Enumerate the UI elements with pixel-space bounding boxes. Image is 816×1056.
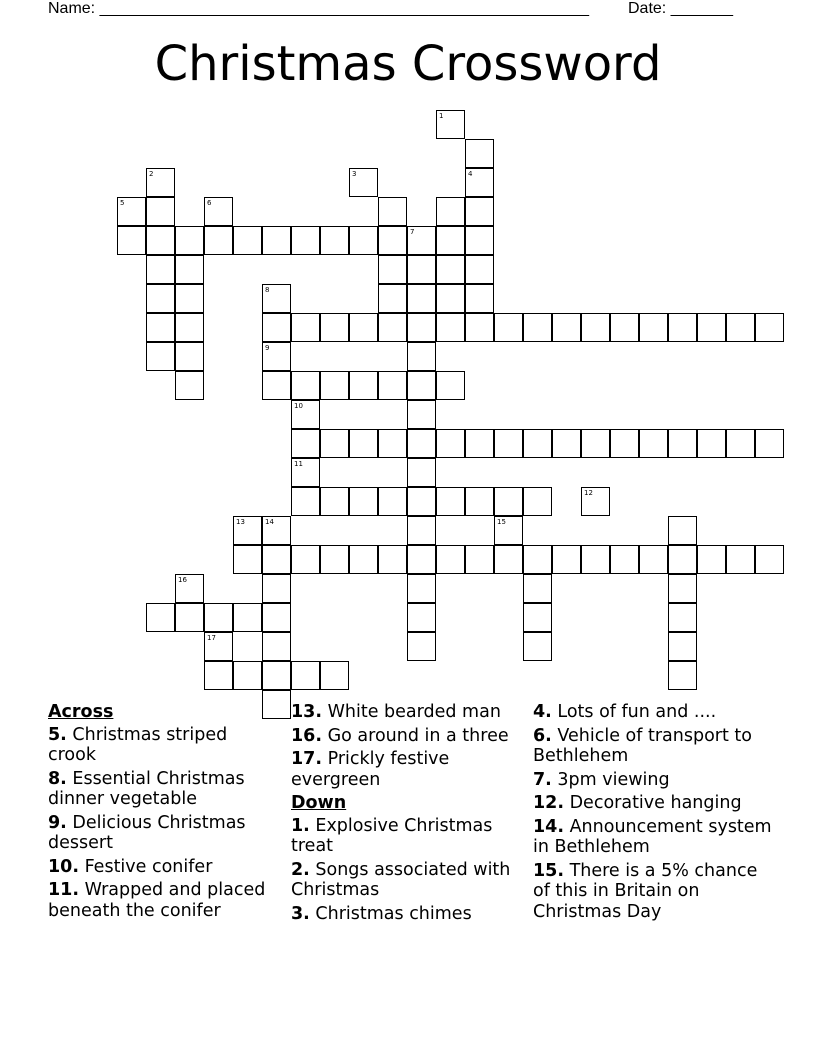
clue-text: Essential Christmas dinner vegetable (48, 768, 245, 809)
grid-cell[interactable] (146, 255, 175, 284)
grid-cell[interactable] (697, 429, 726, 458)
grid-cell[interactable] (552, 545, 581, 574)
clue-text: White bearded man (322, 702, 501, 722)
grid-cell[interactable] (349, 429, 378, 458)
clue-across-5 (48, 725, 276, 766)
clue-text: Festive conifer (79, 856, 213, 877)
grid-cell[interactable] (233, 603, 262, 632)
clue-text: Vehicle of transport to Bethlehem (533, 725, 752, 766)
clue-number-label: 11 (294, 460, 303, 468)
grid-cell[interactable] (204, 632, 233, 661)
grid-cell[interactable] (320, 545, 349, 574)
grid-cell[interactable] (233, 516, 262, 545)
grid-cell[interactable] (146, 603, 175, 632)
down-heading: Down (291, 793, 347, 813)
grid-cell[interactable] (639, 429, 668, 458)
clue-text: Explosive Christmas treat (291, 815, 493, 856)
clue-down-7 (533, 770, 773, 791)
grid-cell[interactable] (726, 313, 755, 342)
clue-text: Wrapped and placed beneath the conifer (48, 880, 266, 921)
grid-cell[interactable] (436, 545, 465, 574)
grid-cell[interactable] (117, 226, 146, 255)
grid-cell[interactable] (494, 487, 523, 516)
grid-cell[interactable] (407, 400, 436, 429)
clue-number-label: 12 (584, 489, 593, 497)
grid-cell[interactable] (349, 371, 378, 400)
grid-cell[interactable] (610, 313, 639, 342)
grid-cell[interactable] (668, 545, 697, 574)
grid-cell[interactable] (581, 429, 610, 458)
clue-number-label: 3 (352, 170, 357, 178)
grid-cell[interactable] (465, 139, 494, 168)
grid-cell[interactable] (146, 284, 175, 313)
grid-cell[interactable] (378, 545, 407, 574)
grid-cell[interactable] (407, 371, 436, 400)
grid-cell[interactable] (349, 545, 378, 574)
name-field-label[interactable]: Name: _______________________________________________________ (48, 0, 589, 17)
grid-cell[interactable] (465, 197, 494, 226)
clues-column-2 (291, 702, 527, 927)
clue-number-label: 4 (468, 170, 473, 178)
grid-cell[interactable] (668, 632, 697, 661)
grid-cell[interactable] (494, 545, 523, 574)
clue-number: 8. (48, 768, 67, 789)
grid-cell[interactable] (436, 255, 465, 284)
clue-text: Lots of fun and .... (551, 702, 717, 722)
grid-cell[interactable] (465, 487, 494, 516)
clue-number: 7. (533, 769, 552, 790)
clue-number: 3. (291, 903, 310, 924)
grid-cell[interactable] (755, 545, 784, 574)
grid-cell[interactable] (175, 313, 204, 342)
grid-cell[interactable] (378, 226, 407, 255)
clue-number: 9. (48, 812, 67, 833)
grid-cell[interactable] (233, 226, 262, 255)
clue-number: 10. (48, 856, 80, 877)
grid-cell[interactable] (320, 313, 349, 342)
grid-cell[interactable] (349, 313, 378, 342)
clue-number-label: 1 (439, 112, 444, 120)
grid-cell[interactable] (755, 429, 784, 458)
clues-section (48, 702, 778, 962)
grid-cell[interactable] (262, 371, 291, 400)
grid-cell[interactable] (407, 255, 436, 284)
clue-down-15 (533, 861, 773, 923)
grid-cell[interactable] (407, 458, 436, 487)
clue-across-16 (291, 726, 527, 747)
clue-down-4 (533, 702, 773, 723)
grid-cell[interactable] (378, 487, 407, 516)
grid-cell[interactable] (697, 313, 726, 342)
grid-cell[interactable] (523, 632, 552, 661)
grid-cell[interactable] (407, 516, 436, 545)
grid-cell[interactable] (291, 400, 320, 429)
grid-cell[interactable] (320, 226, 349, 255)
clue-across-17 (291, 749, 527, 790)
grid-cell[interactable] (262, 516, 291, 545)
clue-number-label: 13 (236, 518, 245, 526)
grid-cell[interactable] (291, 371, 320, 400)
clue-down-12 (533, 793, 773, 814)
clue-number: 11. (48, 880, 80, 900)
grid-cell[interactable] (436, 226, 465, 255)
grid-cell[interactable] (465, 545, 494, 574)
grid-cell[interactable] (262, 574, 291, 603)
clue-text: 3pm viewing (551, 769, 670, 790)
grid-cell[interactable] (320, 487, 349, 516)
clue-number-label: 9 (265, 344, 270, 352)
grid-cell[interactable] (639, 545, 668, 574)
grid-cell[interactable] (697, 545, 726, 574)
grid-cell[interactable] (581, 487, 610, 516)
clue-across-8 (48, 769, 276, 810)
grid-cell[interactable] (407, 226, 436, 255)
grid-cell[interactable] (175, 255, 204, 284)
grid-cell[interactable] (378, 429, 407, 458)
clue-down-3 (291, 904, 527, 925)
clue-number-label: 16 (178, 576, 187, 584)
clue-across-11 (48, 880, 276, 921)
grid-cell[interactable] (146, 197, 175, 226)
grid-cell[interactable] (320, 371, 349, 400)
grid-cell[interactable] (610, 429, 639, 458)
grid-cell[interactable] (465, 226, 494, 255)
grid-cell[interactable] (146, 342, 175, 371)
clue-number-label: 6 (207, 199, 212, 207)
grid-cell[interactable] (436, 313, 465, 342)
clue-number: 15. (533, 860, 565, 881)
clue-number-label: 5 (120, 199, 125, 207)
grid-cell[interactable] (117, 197, 146, 226)
clue-text: Delicious Christmas dessert (48, 812, 246, 853)
grid-cell[interactable] (262, 226, 291, 255)
clue-number: 6. (533, 725, 552, 746)
grid-cell[interactable] (262, 603, 291, 632)
grid-cell[interactable] (262, 342, 291, 371)
grid-cell[interactable] (465, 313, 494, 342)
clue-number: 17. (291, 749, 323, 769)
grid-cell[interactable] (407, 313, 436, 342)
grid-cell[interactable] (523, 429, 552, 458)
grid-cell[interactable] (291, 313, 320, 342)
clue-text: Prickly festive evergreen (291, 749, 450, 790)
grid-cell[interactable] (436, 284, 465, 313)
grid-cell[interactable] (349, 226, 378, 255)
grid-cell[interactable] (407, 284, 436, 313)
grid-cell[interactable] (146, 168, 175, 197)
grid-cell[interactable] (349, 487, 378, 516)
grid-cell[interactable] (523, 574, 552, 603)
grid-cell[interactable] (320, 429, 349, 458)
grid-cell[interactable] (175, 574, 204, 603)
grid-cell[interactable] (407, 429, 436, 458)
grid-cell[interactable] (378, 284, 407, 313)
clue-number: 5. (48, 724, 67, 745)
clue-number-label: 8 (265, 286, 270, 294)
grid-cell[interactable] (465, 284, 494, 313)
clue-number-label: 2 (149, 170, 154, 178)
grid-cell[interactable] (494, 516, 523, 545)
grid-cell[interactable] (523, 545, 552, 574)
clue-text: Go around in a three (322, 725, 509, 746)
clue-number-label: 15 (497, 518, 506, 526)
grid-cell[interactable] (262, 545, 291, 574)
grid-cell[interactable] (262, 284, 291, 313)
grid-cell[interactable] (668, 574, 697, 603)
grid-cell[interactable] (581, 313, 610, 342)
grid-cell[interactable] (146, 226, 175, 255)
clues-column-1 (48, 702, 276, 924)
grid-cell[interactable] (407, 342, 436, 371)
grid-cell[interactable] (436, 197, 465, 226)
grid-cell[interactable] (552, 313, 581, 342)
grid-cell[interactable] (233, 661, 262, 690)
clue-number: 1. (291, 815, 310, 836)
clue-number: 16. (291, 725, 323, 746)
grid-cell[interactable] (726, 545, 755, 574)
grid-cell[interactable] (175, 226, 204, 255)
grid-cell[interactable] (349, 168, 378, 197)
clue-number: 14. (533, 816, 565, 837)
grid-cell[interactable] (175, 371, 204, 400)
grid-cell[interactable] (262, 661, 291, 690)
grid-cell[interactable] (291, 226, 320, 255)
grid-cell[interactable] (378, 197, 407, 226)
grid-cell[interactable] (233, 545, 262, 574)
grid-cell[interactable] (175, 603, 204, 632)
grid-cell[interactable] (407, 632, 436, 661)
grid-cell[interactable] (436, 487, 465, 516)
grid-cell[interactable] (668, 313, 697, 342)
grid-cell[interactable] (465, 429, 494, 458)
clues-column-3 (533, 702, 773, 925)
clue-number: 12. (533, 793, 565, 813)
grid-cell[interactable] (436, 429, 465, 458)
grid-cell[interactable] (407, 603, 436, 632)
grid-cell[interactable] (668, 429, 697, 458)
grid-cell[interactable] (639, 313, 668, 342)
grid-cell[interactable] (436, 371, 465, 400)
clue-number-label: 10 (294, 402, 303, 410)
grid-cell[interactable] (204, 197, 233, 226)
grid-cell[interactable] (726, 429, 755, 458)
grid-cell[interactable] (755, 313, 784, 342)
header (48, 0, 768, 20)
grid-cell[interactable] (262, 632, 291, 661)
date-field-label[interactable]: Date: _______ (628, 0, 733, 17)
grid-cell[interactable] (523, 603, 552, 632)
clue-down-2 (291, 860, 527, 901)
clue-text: Announcement system in Bethlehem (533, 816, 772, 857)
clue-number-label: 7 (410, 228, 415, 236)
grid-cell[interactable] (175, 284, 204, 313)
grid-cell[interactable] (291, 458, 320, 487)
clue-text: There is a 5% chance of this in Britain on Christmas Day (533, 860, 758, 922)
grid-cell[interactable] (668, 603, 697, 632)
grid-cell[interactable] (552, 429, 581, 458)
grid-cell[interactable] (378, 255, 407, 284)
clue-across-10 (48, 857, 276, 878)
grid-cell[interactable] (668, 516, 697, 545)
grid-cell[interactable] (291, 661, 320, 690)
grid-cell[interactable] (204, 226, 233, 255)
clue-number-label: 14 (265, 518, 274, 526)
clue-text: Decorative hanging (564, 793, 742, 813)
clue-down-14 (533, 817, 773, 858)
clue-text: Christmas chimes (309, 903, 472, 924)
clue-across-13 (291, 702, 527, 723)
grid-cell[interactable] (668, 661, 697, 690)
grid-cell[interactable] (378, 371, 407, 400)
clue-text: Songs associated with Christmas (291, 859, 511, 900)
grid-cell[interactable] (494, 429, 523, 458)
grid-cell[interactable] (291, 487, 320, 516)
clue-number: 4. (533, 702, 552, 722)
across-heading: Across (48, 702, 114, 722)
grid-cell[interactable] (610, 545, 639, 574)
grid-cell[interactable] (204, 603, 233, 632)
clue-number-label: 17 (207, 634, 216, 642)
grid-cell[interactable] (320, 661, 349, 690)
grid-cell[interactable] (204, 661, 233, 690)
grid-cell[interactable] (407, 545, 436, 574)
clue-text: Christmas striped crook (48, 724, 228, 765)
clue-down-6 (533, 726, 773, 767)
grid-cell[interactable] (262, 313, 291, 342)
grid-cell[interactable] (465, 255, 494, 284)
grid-cell[interactable] (581, 545, 610, 574)
grid-cell[interactable] (291, 429, 320, 458)
grid-cell[interactable] (523, 313, 552, 342)
grid-cell[interactable] (407, 574, 436, 603)
page-title: Christmas Crossword (154, 36, 662, 92)
clue-number: 2. (291, 859, 310, 880)
grid-cell[interactable] (494, 313, 523, 342)
grid-cell[interactable] (436, 110, 465, 139)
grid-cell[interactable] (175, 342, 204, 371)
clue-across-9 (48, 813, 276, 854)
clue-number: 13. (291, 702, 323, 722)
grid-cell[interactable] (465, 168, 494, 197)
grid-cell[interactable] (378, 313, 407, 342)
grid-cell[interactable] (291, 545, 320, 574)
clue-down-1 (291, 816, 527, 857)
grid-cell[interactable] (146, 313, 175, 342)
grid-cell[interactable] (407, 487, 436, 516)
grid-cell[interactable] (523, 487, 552, 516)
